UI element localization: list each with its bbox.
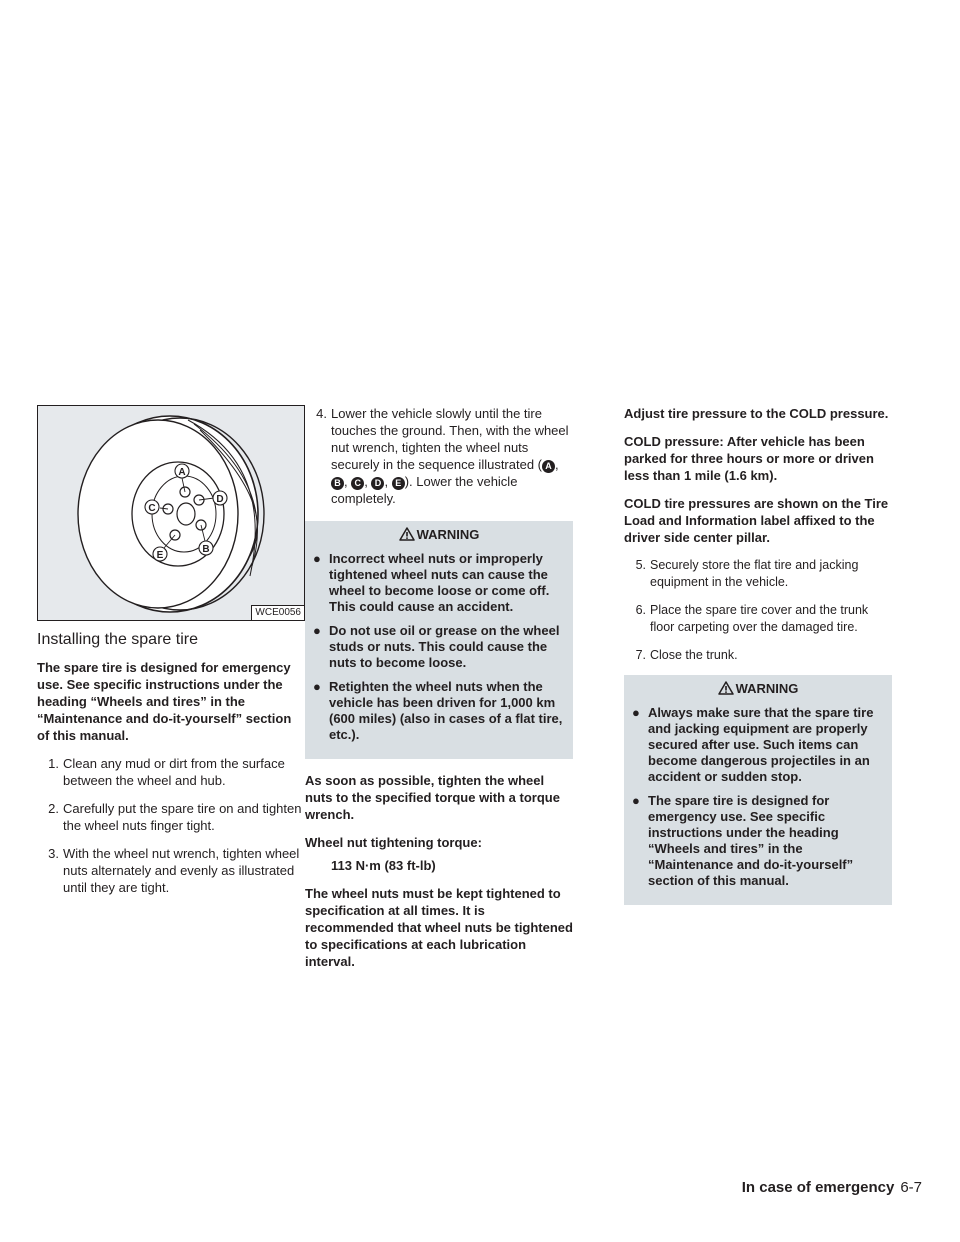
- spare-tire-figure: [37, 405, 305, 621]
- steps-list-b: [624, 557, 892, 664]
- sequence-b-icon: B: [331, 477, 344, 490]
- step-4: 4. Lower the vehicle slowly until the tire touches the ground. Then, with the wheel nut wrench, tighten the wheel nuts securely in the sequence illustrated ( A , B , C , D , E ). Lower the vehicle completely.: [316, 406, 569, 506]
- torque-intro: As soon as possible, tighten the wheel nuts to the specified torque with a torque wrench.: [305, 773, 560, 822]
- step-5: 5. Securely store the flat tire and jacking equipment in the vehicle.: [635, 558, 859, 589]
- warning-list-2: [632, 705, 884, 889]
- steps-list-4: [305, 405, 573, 507]
- tire-illustration: [38, 406, 304, 620]
- left-column: [37, 405, 305, 907]
- warning-box-2: [624, 675, 892, 905]
- cold-pressure-location: COLD tire pressures are shown on the Tire Load and Information label affixed to the driver side center pillar.: [624, 496, 889, 545]
- bullet-icon: ●: [313, 679, 321, 694]
- figure-code: WCE0056: [251, 605, 304, 620]
- callout-b: B: [202, 544, 210, 555]
- torque-note: The wheel nuts must be kept tightened to specification at all times. It is recommended that wheel nuts be tightened to specifications at each lubrication interval.: [305, 886, 573, 969]
- warning-list-1: [313, 551, 565, 743]
- bullet-icon: ●: [313, 551, 321, 566]
- warning-item: ● Always make sure that the spare tire and jacking equipment are properly secured after use. Such items can become dangerous projectiles in an accident or sudden stop.: [632, 705, 874, 784]
- step-3: 3. With the wheel nut wrench, tighten wheel nuts alternately and evenly as illustrated until they are tight.: [48, 846, 300, 895]
- cold-pressure-instruction: Adjust tire pressure to the COLD pressure.: [624, 406, 889, 421]
- bullet-icon: ●: [313, 623, 321, 638]
- warning-item: ● Retighten the wheel nuts when the vehicle has been driven for 1,000 km (600 miles) (also in cases of a flat tire, etc.).: [313, 679, 563, 742]
- step-6: 6. Place the spare tire cover and the trunk floor carpeting over the damaged tire.: [635, 603, 869, 634]
- middle-column: [305, 405, 573, 981]
- callout-e: E: [156, 550, 164, 561]
- callout-a: A: [178, 467, 186, 478]
- torque-value: 113 N·m (83 ft-lb): [331, 858, 436, 873]
- warning-item: ● Incorrect wheel nuts or improperly tightened wheel nuts can cause the wheel to become loose or come off. This could cause an accident.: [313, 551, 550, 614]
- intro-paragraph: The spare tire is designed for emergency use. See specific instructions under the heading “Wheels and tires” in the “Maintenance and do-it-yourself” section of this manual.: [37, 660, 292, 743]
- warning-item: ● The spare tire is designed for emergency use. See specific instructions under the heading “Wheels and tires” in the “Maintenance and do-it-yourself” section of this manual.: [632, 793, 854, 888]
- section-title: Installing the spare tire: [37, 631, 198, 648]
- bullet-icon: ●: [632, 705, 640, 720]
- step-1: 1. Clean any mud or dirt from the surface between the wheel and hub.: [48, 756, 285, 788]
- bullet-icon: ●: [632, 793, 640, 808]
- right-column: [624, 405, 892, 918]
- step-2: 2. Carefully put the spare tire on and tighten the wheel nuts finger tight.: [48, 801, 302, 833]
- warning-icon: [718, 681, 734, 695]
- page-footer: [742, 1179, 922, 1196]
- callout-c: C: [148, 503, 156, 514]
- steps-list-a: [37, 755, 305, 896]
- sequence-c-icon: C: [351, 477, 364, 490]
- callout-d: D: [216, 494, 224, 505]
- warning-title-1: WARNING: [313, 527, 565, 543]
- page-number: 6-7: [900, 1179, 922, 1196]
- footer-section: In case of emergency: [741, 1179, 895, 1196]
- cold-pressure-definition: COLD pressure: After vehicle has been parked for three hours or more or driven less than 1 mile (1.6 km).: [624, 434, 874, 483]
- step-7: 7. Close the trunk.: [635, 648, 738, 662]
- warning-item: ● Do not use oil or grease on the wheel studs or nuts. This could cause the nuts to become loose.: [313, 623, 560, 670]
- sequence-a-icon: A: [542, 460, 555, 473]
- sequence-e-icon: E: [392, 477, 405, 490]
- torque-label: Wheel nut tightening torque:: [305, 835, 482, 850]
- warning-title-2: WARNING: [632, 681, 884, 697]
- warning-icon: [399, 527, 415, 541]
- sequence-d-icon: D: [371, 477, 384, 490]
- warning-box-1: [305, 521, 573, 759]
